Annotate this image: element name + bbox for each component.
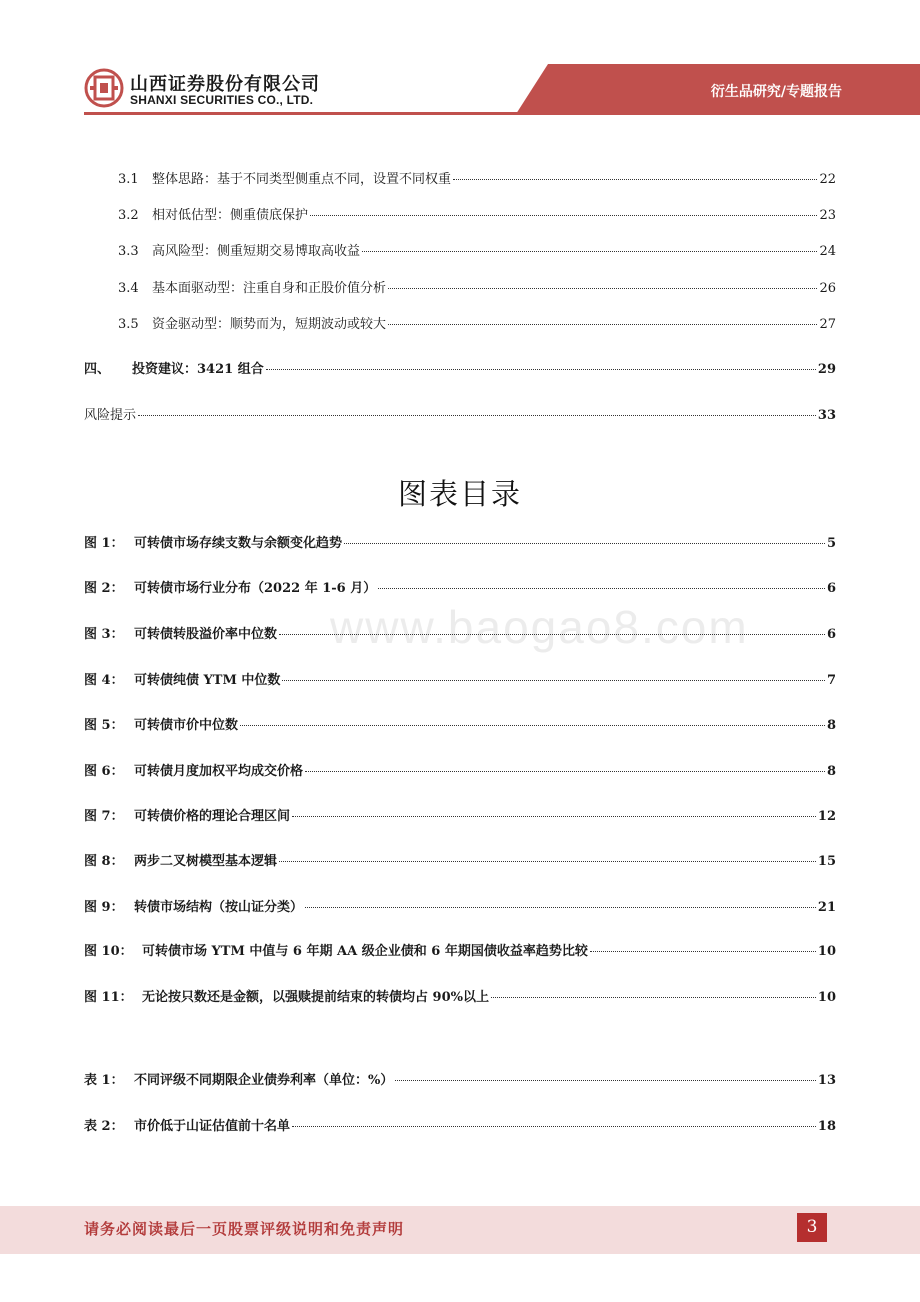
toc-entry[interactable] bbox=[118, 171, 836, 189]
figure-page: 6 bbox=[826, 627, 836, 642]
figure-entry[interactable] bbox=[84, 943, 836, 961]
dot-leader bbox=[453, 179, 817, 180]
watermark: www.baogao8.com bbox=[330, 601, 749, 653]
figure-number: 图 3： bbox=[84, 627, 124, 642]
dot-leader bbox=[138, 415, 816, 416]
dot-leader bbox=[491, 997, 816, 998]
toc-entry-number: 3.2 bbox=[118, 208, 139, 223]
figure-number: 图 7： bbox=[84, 809, 124, 824]
figure-title: 可转债月度加权平均成交价格 bbox=[134, 764, 304, 779]
report-type: 衍生品研究/专题报告 bbox=[710, 84, 842, 100]
figure-title: 可转债纯债 YTM 中位数 bbox=[134, 673, 281, 688]
figure-title: 可转债市价中位数 bbox=[134, 718, 239, 733]
toc-entry-page: 29 bbox=[817, 362, 836, 377]
toc-entry-title: 投资建议：3421 组合 bbox=[132, 362, 264, 377]
figure-number: 图 1： bbox=[84, 536, 124, 551]
toc-entry-page: 24 bbox=[819, 244, 836, 259]
dot-leader bbox=[305, 907, 816, 908]
toc-entry-page: 23 bbox=[819, 208, 836, 223]
figures-list-title: 图表目录 bbox=[397, 477, 522, 511]
figure-entry[interactable] bbox=[84, 626, 836, 644]
dot-leader bbox=[279, 634, 825, 635]
figure-entry[interactable] bbox=[84, 808, 836, 826]
dot-leader bbox=[590, 951, 816, 952]
figure-page: 15 bbox=[817, 854, 836, 869]
company-name-en: SHANXI SECURITIES CO., LTD. bbox=[130, 93, 314, 107]
figure-entry[interactable] bbox=[84, 580, 836, 598]
dot-leader bbox=[305, 771, 825, 772]
figure-number: 图 5： bbox=[84, 718, 124, 733]
figure-entry[interactable] bbox=[84, 853, 836, 871]
figure-entry[interactable] bbox=[84, 989, 836, 1007]
dot-leader bbox=[310, 215, 817, 216]
table-number: 表 1： bbox=[84, 1073, 124, 1088]
toc-main-entry[interactable] bbox=[84, 407, 836, 425]
toc-entry-page: 27 bbox=[819, 317, 836, 332]
toc-entry[interactable] bbox=[118, 243, 836, 261]
dot-leader bbox=[388, 288, 817, 289]
figure-entry[interactable] bbox=[84, 899, 836, 917]
toc-entry-number: 3.4 bbox=[118, 281, 139, 296]
figure-title: 可转债市场存续支数与余额变化趋势 bbox=[134, 536, 343, 551]
toc-entry-title: 基本面驱动型：注重自身和正股价值分析 bbox=[152, 281, 387, 296]
figure-page: 10 bbox=[817, 990, 836, 1005]
page-header bbox=[0, 0, 920, 120]
figure-page: 6 bbox=[826, 581, 836, 596]
figure-title: 可转债市场 YTM 中值与 6 年期 AA 级企业债和 6 年期国债收益率趋势比较 bbox=[142, 944, 588, 959]
company-logo-icon bbox=[84, 68, 124, 108]
dot-leader bbox=[378, 588, 825, 589]
page-number: 3 bbox=[797, 1213, 827, 1242]
dot-leader bbox=[362, 251, 817, 252]
figure-title: 两步二叉树模型基本逻辑 bbox=[134, 854, 278, 869]
toc-entry-title: 资金驱动型：顺势而为，短期波动或较大 bbox=[152, 317, 387, 332]
dot-leader bbox=[292, 1126, 816, 1127]
toc-entry-number: 3.5 bbox=[118, 317, 139, 332]
dot-leader bbox=[395, 1080, 816, 1081]
figure-entry[interactable] bbox=[84, 717, 836, 735]
table-number: 表 2： bbox=[84, 1119, 124, 1134]
toc-entry-title: 相对低估型：侧重债底保护 bbox=[152, 208, 309, 223]
table-page: 18 bbox=[817, 1119, 836, 1134]
toc-main-entry[interactable] bbox=[84, 361, 836, 379]
figure-page: 8 bbox=[826, 718, 836, 733]
dot-leader bbox=[279, 861, 816, 862]
toc-entry-number: 3.3 bbox=[118, 244, 139, 259]
toc-entry-title: 整体思路：基于不同类型侧重点不同，设置不同权重 bbox=[152, 172, 452, 187]
figure-title: 转债市场结构（按山证分类） bbox=[134, 900, 304, 915]
dot-leader bbox=[344, 543, 825, 544]
table-entry[interactable] bbox=[84, 1072, 836, 1090]
disclaimer-text: 请务必阅读最后一页股票评级说明和免责声明 bbox=[84, 1220, 405, 1238]
figure-entry[interactable] bbox=[84, 535, 836, 553]
figure-number: 图 2： bbox=[84, 581, 124, 596]
figure-entry[interactable] bbox=[84, 763, 836, 781]
figure-number: 图 9： bbox=[84, 900, 124, 915]
table-page: 13 bbox=[817, 1073, 836, 1088]
figure-page: 7 bbox=[826, 673, 836, 688]
figure-number: 图 6： bbox=[84, 764, 124, 779]
figure-page: 8 bbox=[826, 764, 836, 779]
figure-number: 图 8： bbox=[84, 854, 124, 869]
figure-page: 10 bbox=[817, 944, 836, 959]
dot-leader bbox=[388, 324, 817, 325]
company-name-cn: 山西证券股份有限公司 bbox=[130, 74, 320, 95]
figure-page: 5 bbox=[826, 536, 836, 551]
figure-title: 可转债市场行业分布（2022 年 1-6 月） bbox=[134, 581, 377, 596]
toc-entry-title: 高风险型：侧重短期交易博取高收益 bbox=[152, 244, 361, 259]
dot-leader bbox=[240, 725, 825, 726]
toc-entry[interactable] bbox=[118, 280, 836, 298]
dot-leader bbox=[292, 816, 816, 817]
dot-leader bbox=[282, 680, 825, 681]
toc-entry-page: 22 bbox=[819, 172, 836, 187]
table-title: 不同评级不同期限企业债券利率（单位：%） bbox=[134, 1073, 394, 1088]
toc-entry-page: 33 bbox=[817, 408, 836, 423]
toc-entry-page: 26 bbox=[819, 281, 836, 296]
figure-title: 可转债价格的理论合理区间 bbox=[134, 809, 291, 824]
toc-entry[interactable] bbox=[118, 207, 836, 225]
figure-number: 图 10： bbox=[84, 944, 133, 959]
figure-title: 无论按只数还是金额，以强赎提前结束的转债均占 90%以上 bbox=[142, 990, 489, 1005]
toc-entry[interactable] bbox=[118, 316, 836, 334]
toc-entry-number: 四、 bbox=[84, 362, 111, 377]
dot-leader bbox=[266, 369, 816, 370]
table-entry[interactable] bbox=[84, 1118, 836, 1136]
toc-entry-title: 风险提示 bbox=[84, 408, 137, 423]
toc-entry-number: 3.1 bbox=[118, 172, 139, 187]
figure-number: 图 4： bbox=[84, 673, 124, 688]
figure-number: 图 11： bbox=[84, 990, 133, 1005]
figure-page: 21 bbox=[817, 900, 836, 915]
table-title: 市价低于山证估值前十名单 bbox=[134, 1119, 291, 1134]
figure-entry[interactable] bbox=[84, 672, 836, 690]
figure-title: 可转债转股溢价率中位数 bbox=[134, 627, 278, 642]
figure-page: 12 bbox=[817, 809, 836, 824]
